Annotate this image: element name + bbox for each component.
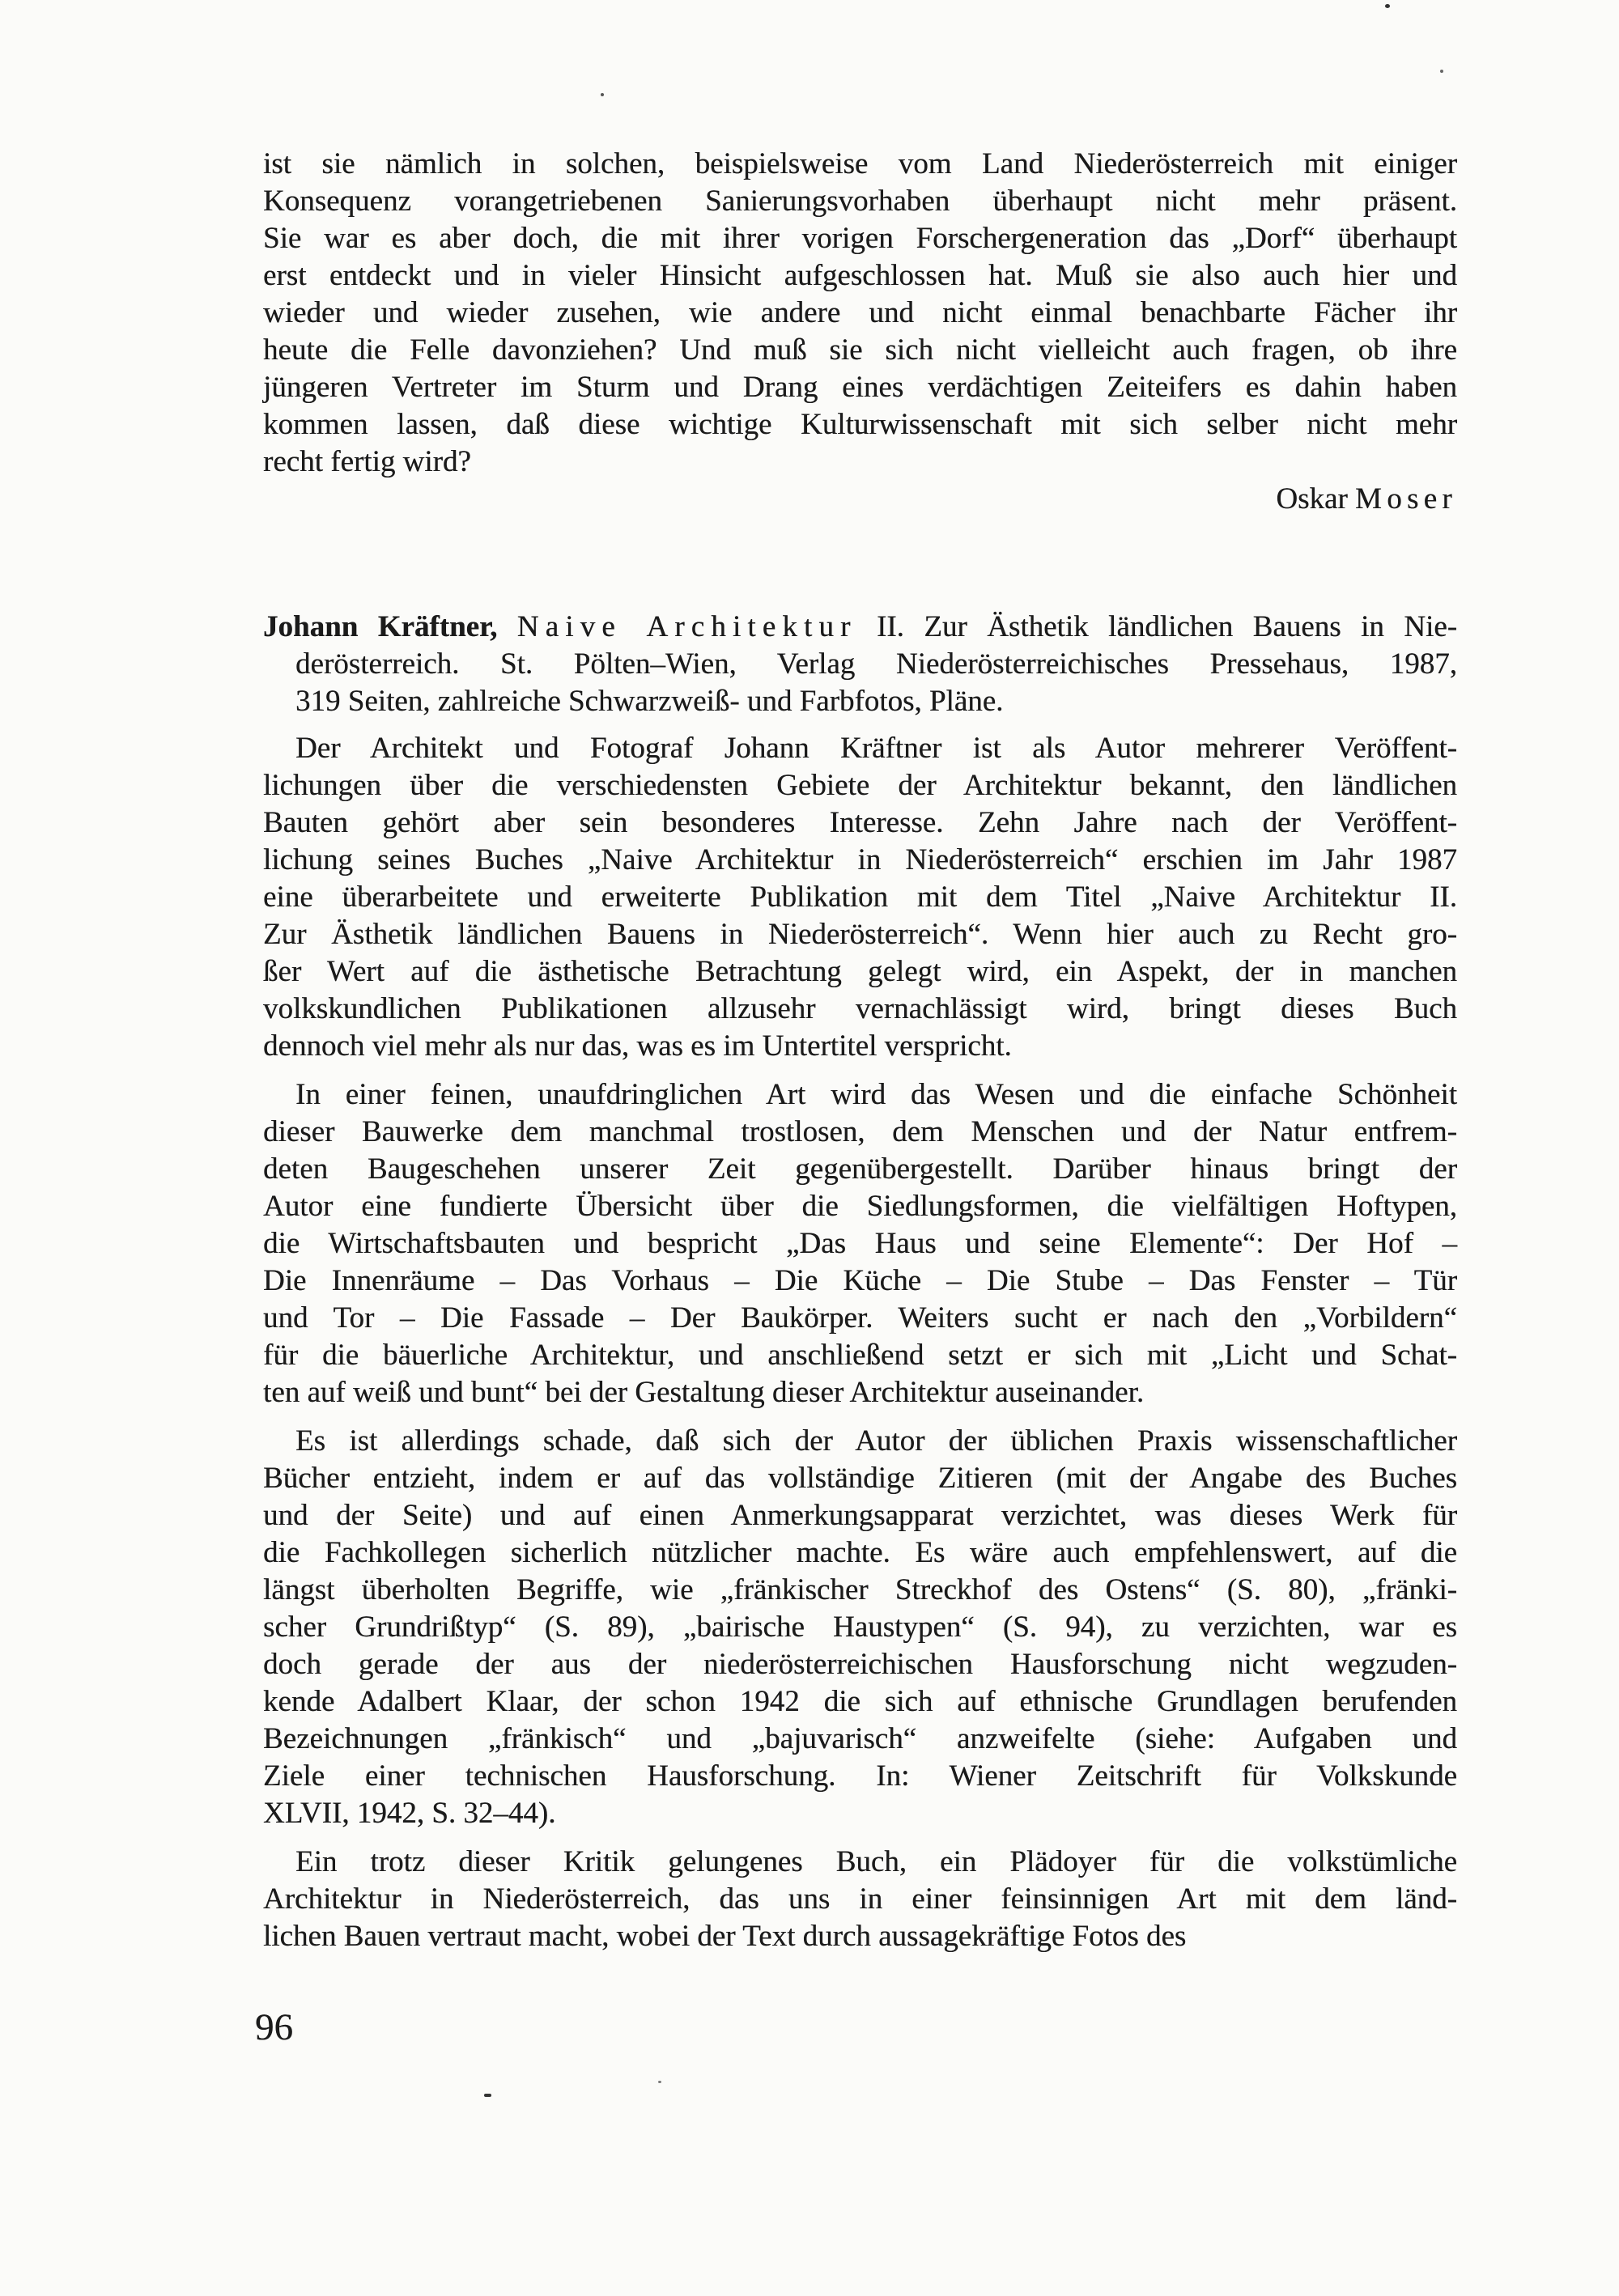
review-paragraph: [263, 1076, 1457, 1411]
text-line: und der Seite) und auf einen Anmerkungsapparat verzichtet, was dieses Werk für: [263, 1499, 1457, 1532]
author-first-name: Oskar: [1276, 482, 1348, 516]
text-line: Bezeichnungen „fränkisch“ und „bajuvarisch“ anzweifelte (siehe: Aufgaben und: [263, 1722, 1457, 1755]
text-line: deten Baugeschehen unserer Zeit gegenübergestellt. Darüber hinaus bringt der: [263, 1152, 1457, 1186]
author-last-name: Moser: [1355, 482, 1457, 516]
review-heading-line1-rest: II. Zur Ästhetik ländlichen Bauens in Nie-: [876, 610, 1458, 643]
text-line: Konsequenz vorangetriebenen Sanierungsvorhaben überhaupt nicht mehr präsent.: [263, 185, 1457, 218]
text-line: scher Grundrißtyp“ (S. 89), „bairische Haustypen“ (S. 94), zu verzichten, war es: [263, 1611, 1457, 1644]
text-line: kende Adalbert Klaar, der schon 1942 die sich auf ethnische Grundlagen berufenden: [263, 1685, 1457, 1718]
text-line: dieser Bauwerke dem manchmal trostlosen, dem Menschen und der Natur entfrem-: [263, 1115, 1457, 1148]
reviewed-author-name: Johann Kräftner,: [263, 610, 498, 643]
text-line: Autor eine fundierte Übersicht über die Siedlungsformen, die vielfältigen Hoftypen,: [263, 1190, 1457, 1223]
previous-article-author-signature: [263, 481, 1457, 518]
text-line: die Wirtschaftsbauten und bespricht „Das Haus und seine Elemente“: Der Hof –: [263, 1227, 1457, 1260]
scan-speck: [1385, 4, 1390, 8]
text-line: XLVII, 1942, S. 32–44).: [263, 1797, 556, 1830]
text-block: [263, 146, 1457, 1955]
text-line: Ziele einer technischen Hausforschung. In: Wiener Zeitschrift für Volkskunde: [263, 1759, 1457, 1793]
review-paragraph: [263, 1844, 1457, 1955]
text-line: Sie war es aber doch, die mit ihrer vorigen Forschergeneration das „Dorf“ überhaupt: [263, 222, 1457, 255]
text-line: Die Innenräume – Das Vorhaus – Die Küche – Die Stube – Das Fenster – Tür: [263, 1264, 1457, 1297]
previous-article-closing-paragraph: [263, 146, 1457, 481]
text-line: Der Architekt und Fotograf Johann Kräftner ist als Autor mehrerer Veröffent-: [295, 732, 1457, 765]
text-line: die Fachkollegen sicherlich nützlicher machte. Es wäre auch empfehlenswert, auf die: [263, 1536, 1457, 1569]
text-line: wieder und wieder zusehen, wie andere und nicht einmal benachbarte Fächer ihr: [263, 296, 1457, 329]
text-line: heute die Felle davonziehen? Und muß sie sich nicht vielleicht auch fragen, ob ihre: [263, 333, 1457, 367]
review-paragraph: [263, 1423, 1457, 1832]
text-line: ßer Wert auf die ästhetische Betrachtung gelegt wird, ein Aspekt, der in manchen: [263, 955, 1457, 988]
text-line: eine überarbeitete und erweiterte Publikation mit dem Titel „Naive Architektur II.: [263, 881, 1457, 914]
text-line: und Tor – Die Fassade – Der Baukörper. Weiters sucht er nach den „Vorbildern“: [263, 1301, 1457, 1335]
page-number: 96: [255, 2006, 293, 2048]
text-line: jüngeren Vertreter im Sturm und Drang eines verdächtigen Zeiteifers es dahin haben: [263, 371, 1457, 404]
text-line: längst überholten Begriffe, wie „fränkischer Streckhof des Ostens“ (S. 80), „fränki-: [263, 1573, 1457, 1606]
text-line: Bauten gehört aber sein besonderes Interesse. Zehn Jahre nach der Veröffent-: [263, 806, 1457, 839]
text-line: doch gerade der aus der niederösterreichischen Hausforschung nicht wegzuden-: [263, 1648, 1457, 1681]
text-line: 319 Seiten, zahlreiche Schwarzweiß- und Farbfotos, Pläne.: [295, 685, 1004, 718]
text-line: für die bäuerliche Architektur, und anschließend setzt er sich mit „Licht und Schat-: [263, 1339, 1457, 1372]
text-line: kommen lassen, daß diese wichtige Kulturwissenschaft mit sich selber nicht mehr: [263, 408, 1457, 441]
text-line: ten auf weiß und bunt“ bei der Gestaltung dieser Architektur auseinander.: [263, 1376, 1145, 1409]
scan-speck: [658, 2081, 661, 2083]
text-line: Ein trotz dieser Kritik gelungenes Buch, ein Plädoyer für die volkstümliche: [295, 1845, 1457, 1878]
text-line: ist sie nämlich in solchen, beispielsweise vom Land Niederösterreich mit einiger: [263, 147, 1457, 180]
text-line: Zur Ästhetik ländlichen Bauens in Niederösterreich“. Wenn hier auch zu Recht gro-: [263, 918, 1457, 951]
text-line: erst entdeckt und in vieler Hinsicht aufgeschlossen hat. Muß sie also auch hier und: [263, 259, 1457, 292]
scan-speck: [484, 2094, 491, 2097]
review-heading-line-1: [263, 609, 1457, 646]
text-line: dennoch viel mehr als nur das, was es im Untertitel verspricht.: [263, 1029, 1012, 1063]
text-line: derösterreich. St. Pölten–Wien, Verlag Niederösterreichisches Pressehaus, 1987,: [295, 647, 1457, 681]
review-heading-continuation: [263, 646, 1457, 720]
text-line: Architektur in Niederösterreich, das uns in einer feinsinnigen Art mit dem länd-: [263, 1882, 1457, 1916]
review-paragraph: [263, 730, 1457, 1065]
scan-speck: [601, 93, 604, 96]
text-line: lichen Bauen vertraut macht, wobei der Text durch aussagekräftige Fotos des: [263, 1920, 1187, 1953]
text-line: In einer feinen, unaufdringlichen Art wird das Wesen und die einfache Schönheit: [295, 1078, 1457, 1111]
text-line: volkskundlichen Publikationen allzusehr vernachlässigt wird, bringt dieses Buch: [263, 992, 1457, 1025]
text-line: Es ist allerdings schade, daß sich der Autor der üblichen Praxis wissenschaftlicher: [295, 1424, 1457, 1458]
text-line: recht fertig wird?: [263, 445, 471, 478]
scan-speck: [1440, 70, 1443, 73]
text-line: lichung seines Buches „Naive Architektur in Niederösterreich“ erschien im Jahr 1987: [263, 843, 1457, 876]
text-line: lichungen über die verschiedensten Gebiete der Architektur bekannt, den ländlichen: [263, 769, 1457, 802]
review-heading: [263, 609, 1457, 720]
reviewed-book-title: Naive Architektur: [516, 610, 857, 643]
text-line: Bücher entzieht, indem er auf das vollständige Zitieren (mit der Angabe des Buches: [263, 1462, 1457, 1495]
